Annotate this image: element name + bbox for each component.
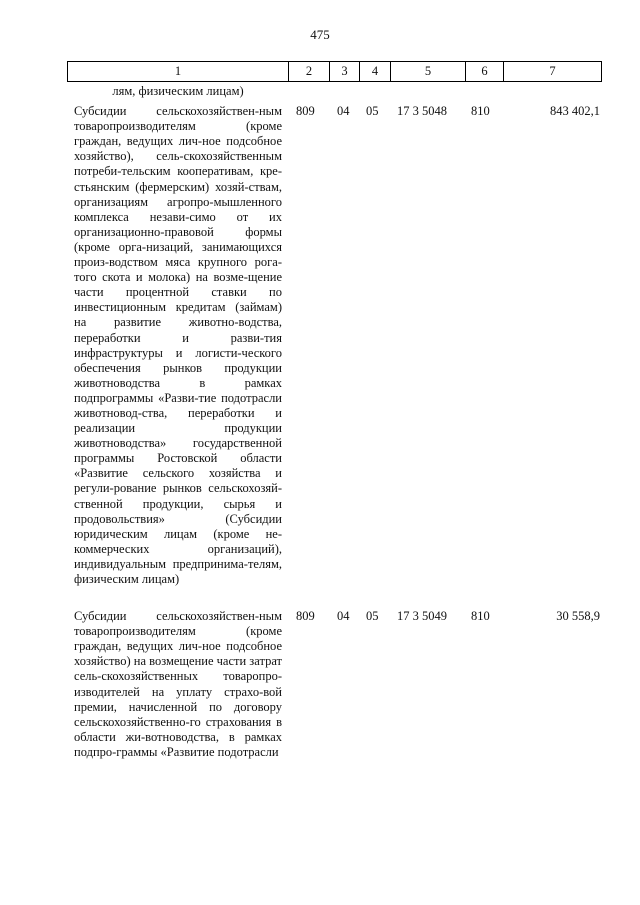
header-col-2: 2 bbox=[289, 62, 330, 82]
header-col-7: 7 bbox=[504, 62, 602, 82]
page-number: 475 bbox=[310, 27, 330, 42]
header-col-5: 5 bbox=[391, 62, 466, 82]
row-description: Субсидии сельскохозяйствен-ным товаропроизводителям (кроме граждан, ведущих лич-ное подсобное хозяйство) на возмещение части затрат сель-скохозяйственных товаропро-изводителей на уплату страхо-вой премии, начисленной по договору сельскохозяйственно-го страхования в области жи-вотноводства, в рамках подпро-граммы «Развитие подотрасли bbox=[74, 609, 283, 759]
row-col-2: 809 bbox=[296, 104, 315, 119]
table-header bbox=[67, 61, 602, 82]
header-col-6: 6 bbox=[466, 62, 504, 82]
continued-text: лям, физическим лицам) bbox=[112, 84, 244, 98]
table-row bbox=[74, 609, 604, 760]
header-col-1: 1 bbox=[68, 62, 289, 82]
row-col-5: 17 3 5048 bbox=[397, 104, 447, 119]
row-description: Субсидии сельскохозяйствен-ным товаропроизводителям (кроме граждан, ведущих лич-ное подсобное хозяйство), сель-скохозяйственным потреби-тельским кооперативам, кре-стьянским (фермерским) хозяй-ствам, организациям агропро-мышленного комплекса незави-симо от их организационно-правовой формы (кроме орга-низаций, занимающихся произ-водством мяса крупного рога-того скота и молока) на возме-щение части процентной ставки по инвестиционным кредитам (займам) на развитие животно-водства, переработки и разви-тия инфраструктуры и логисти-ческого обеспечения рынков продукции животноводства в рамках подпрограммы «Разви-тие подотрасли животновод-ства, переработки и реализации продукции животноводства» государственной программы Ростовской области «Развитие сельского хозяйства и регули-рование рынков сельскохозяй-ственной продукции, сырья и продовольствия» (Субсидии юридическим лицам (кроме не-коммерческих организаций), индивидуальным предпринима-телям, физическим лицам) bbox=[74, 104, 282, 586]
header-row bbox=[68, 62, 602, 82]
row-col-7: 30 558,9 bbox=[556, 609, 600, 624]
header-col-3: 3 bbox=[330, 62, 360, 82]
row-col-3: 04 bbox=[337, 609, 350, 624]
row-col-6: 810 bbox=[471, 104, 490, 119]
row-col-3: 04 bbox=[337, 104, 350, 119]
row-col-5: 17 3 5049 bbox=[397, 609, 447, 624]
table-row bbox=[74, 104, 604, 587]
table-body bbox=[74, 84, 604, 760]
row-col-4: 05 bbox=[366, 104, 379, 119]
row-col-4: 05 bbox=[366, 609, 379, 624]
header-col-4: 4 bbox=[360, 62, 391, 82]
row-col-2: 809 bbox=[296, 609, 315, 624]
row-col-7: 843 402,1 bbox=[550, 104, 600, 119]
row-col-6: 810 bbox=[471, 609, 490, 624]
